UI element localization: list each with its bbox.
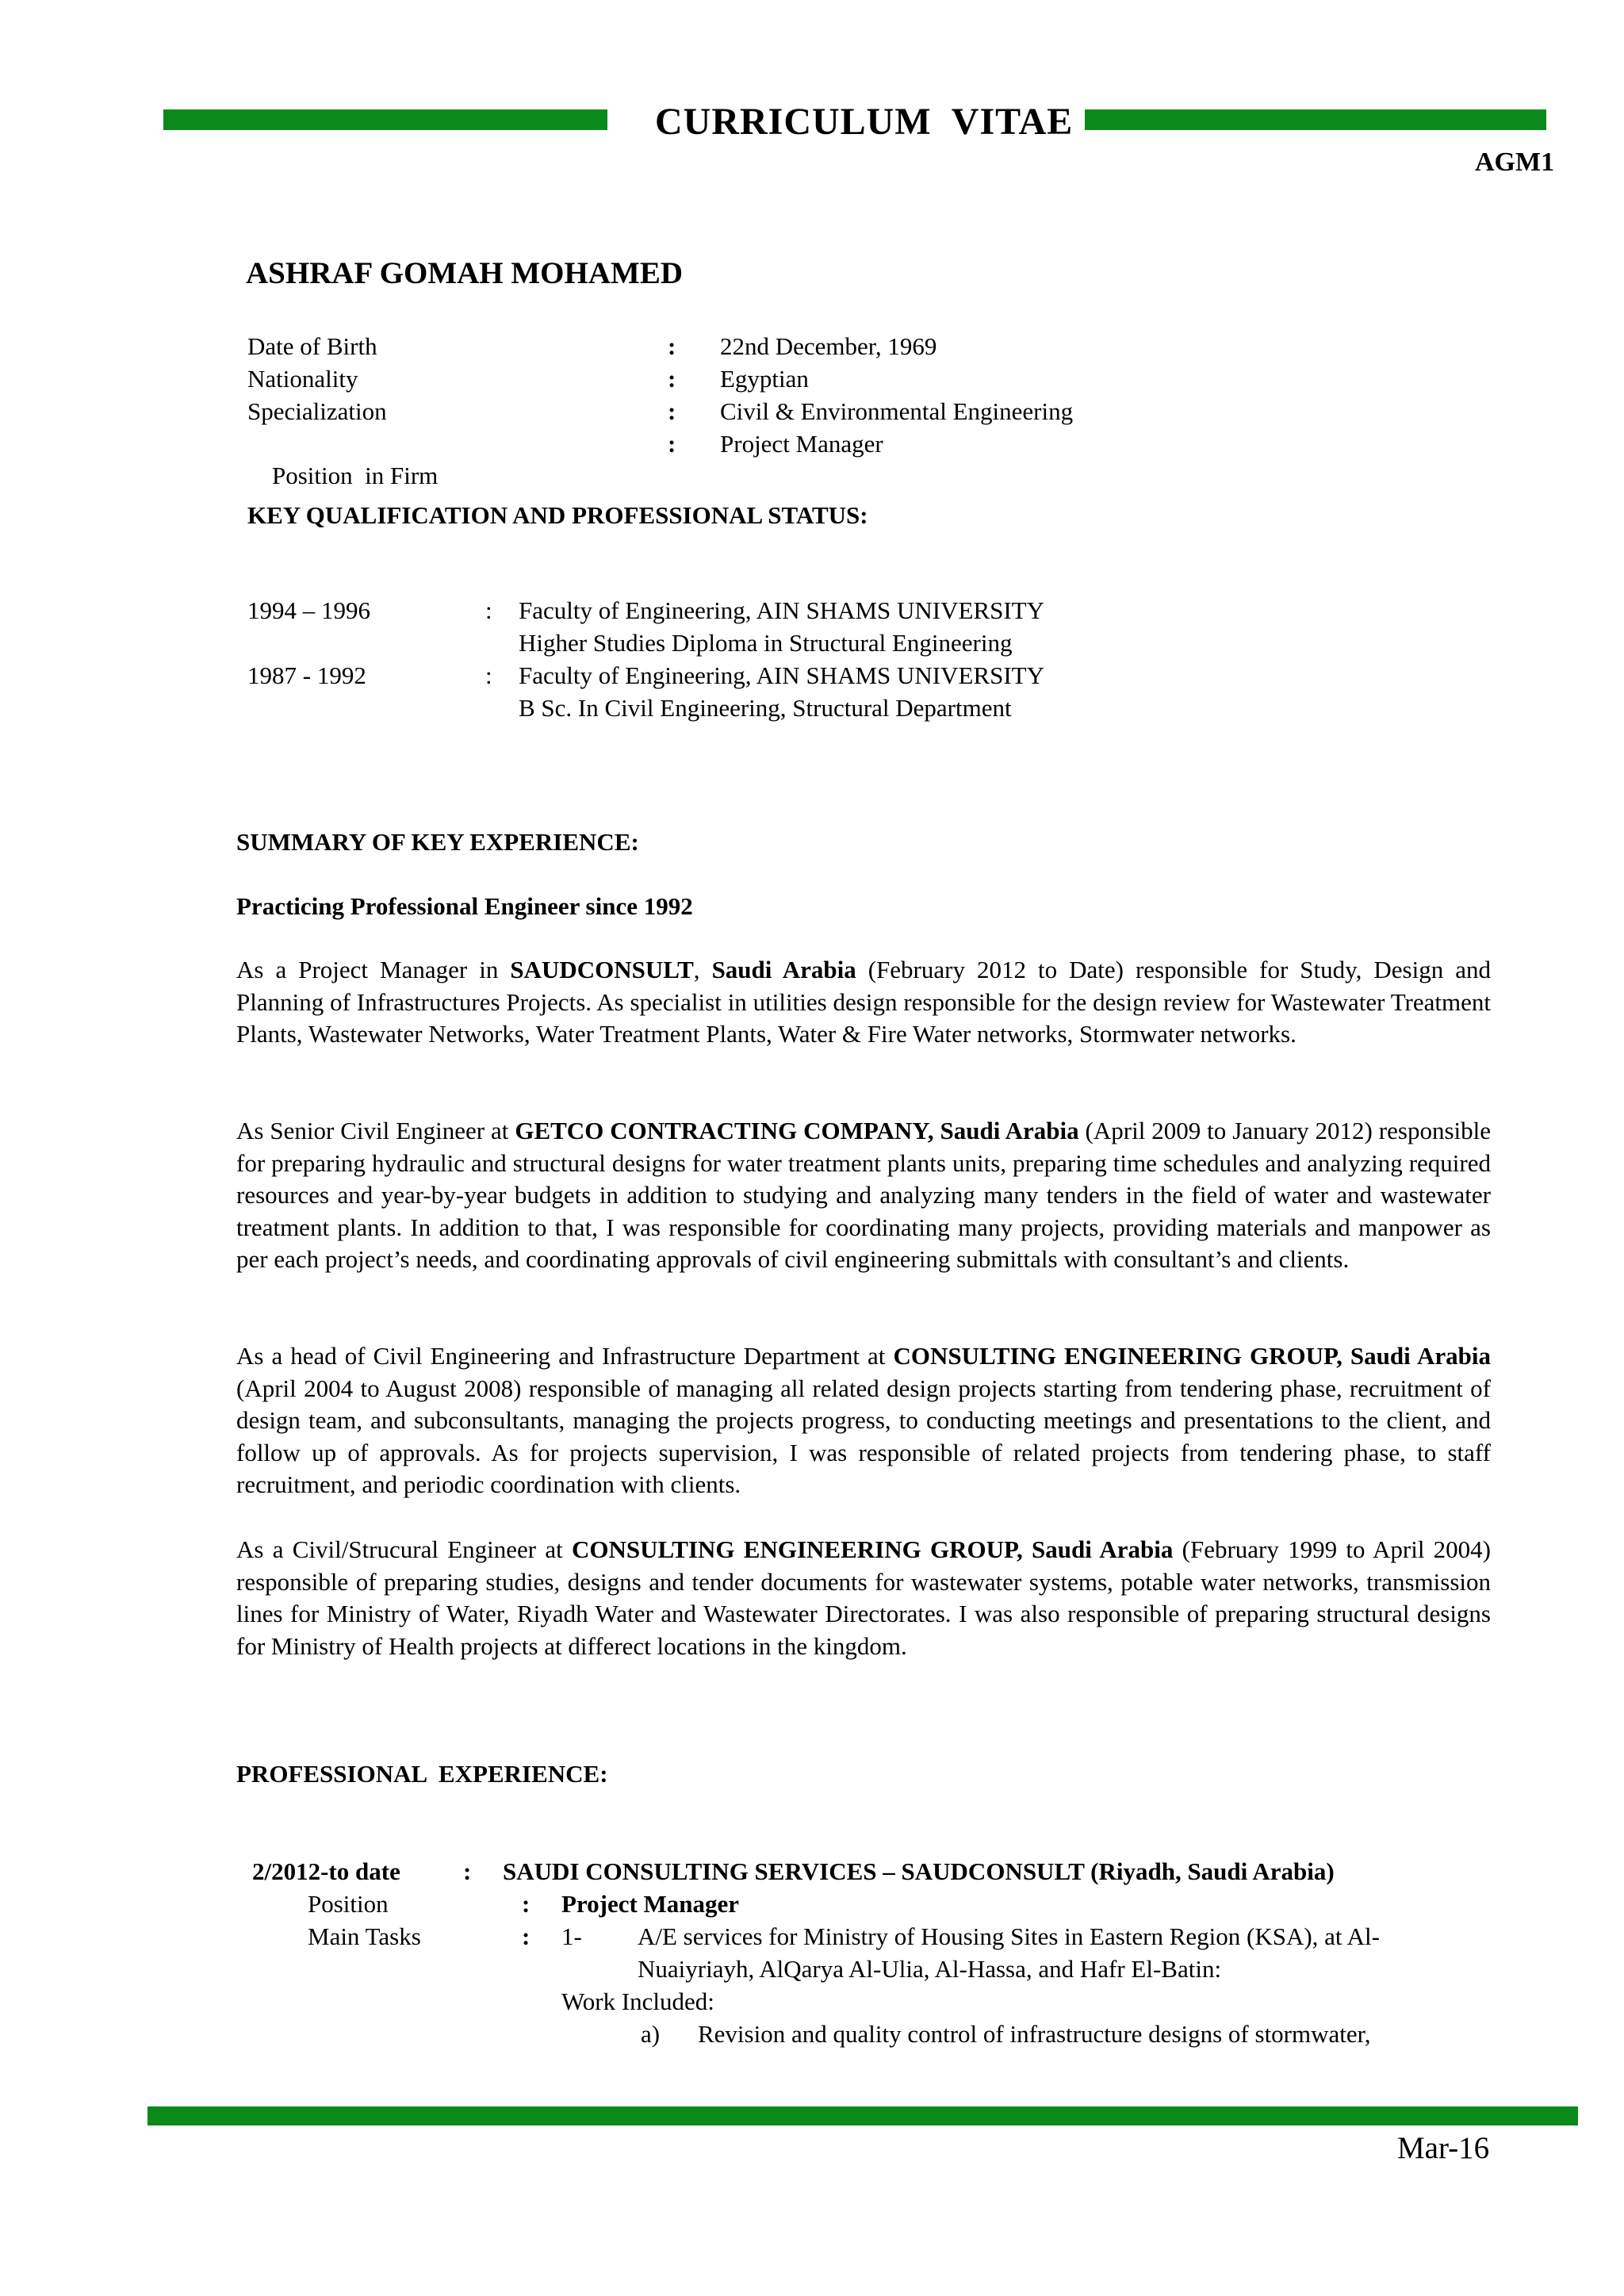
country-name: Saudi Arabia bbox=[711, 956, 856, 983]
qualification-line1: Faculty of Engineering, AIN SHAMS UNIVERSITY bbox=[519, 661, 1045, 689]
info-label: Date of Birth bbox=[247, 332, 377, 360]
info-row bbox=[247, 331, 377, 362]
person-name: ASHRAF GOMAH MOHAMED bbox=[246, 256, 684, 290]
qualification-sep: : bbox=[485, 661, 492, 689]
info-label: Position in Firm bbox=[272, 462, 439, 489]
summary-paragraph-4: As a Civil/Strucural Engineer at CONSULTING ENGINEERING GROUP, Saudi Arabia (February 1999 to April 2004) responsible of preparing studies, designs and tender documents for wastewater systems, potable water networks, transmission lines for Ministry of Water, Riyadh Water and Wastewater Directorates. I was also responsible of preparing structural designs for Ministry of Health projects at differect locations in the kingdom. bbox=[236, 1535, 1492, 1660]
info-value: Egyptian bbox=[720, 365, 809, 393]
header-bar-right bbox=[1085, 109, 1546, 130]
summary-subheading: Practicing Professional Engineer since 1992 bbox=[236, 892, 693, 920]
info-label: Nationality bbox=[247, 365, 358, 393]
document-code: AGM1 bbox=[1475, 148, 1555, 177]
qualification-line2: B Sc. In Civil Engineering, Structural Department bbox=[519, 694, 1012, 722]
experience-sep: : bbox=[463, 1857, 472, 1885]
qualification-sep: : bbox=[485, 596, 492, 624]
qualification-line2: Higher Studies Diploma in Structural Engineering bbox=[519, 629, 1013, 657]
subtask-label: a) bbox=[641, 2020, 661, 2048]
summary-paragraph-3: As a head of Civil Engineering and Infrastructure Department at CONSULTING ENGINEERING GROUP, Saudi Arabia (April 2004 to August 2008) responsible of managing all related design projects starting from tendering phase, recruitment of design team, and subconsultants, managing the projects progress, to conducting meetings and presentations to the client, and follow up of approvals. As for projects supervision, I was responsible of related projects from tendering phase, to staff recruitment, and periodic coordination with clients. bbox=[236, 1342, 1492, 1498]
info-label: Specialization bbox=[247, 397, 387, 425]
work-included: Work Included: bbox=[561, 1987, 714, 2015]
info-value: Civil & Environmental Engineering bbox=[720, 397, 1074, 425]
position-value: Project Manager bbox=[561, 1890, 740, 1918]
qualification-line1: Faculty of Engineering, AIN SHAMS UNIVERSITY bbox=[519, 596, 1045, 624]
company-name: CONSULTING ENGINEERING GROUP, Saudi Arabia bbox=[893, 1342, 1492, 1370]
info-sep: : bbox=[668, 397, 676, 425]
footer-bar bbox=[147, 2106, 1578, 2125]
subtask-text: Revision and quality control of infrastructure designs of stormwater, bbox=[698, 2020, 1371, 2048]
position-sep: : bbox=[522, 1890, 530, 1918]
tasks-sep: : bbox=[522, 1922, 530, 1950]
document-title: CURRICULUM VITAE bbox=[655, 101, 1074, 143]
info-row bbox=[247, 363, 358, 395]
experience-company: SAUDI CONSULTING SERVICES – SAUDCONSULT (Riyadh, Saudi Arabia) bbox=[503, 1857, 1335, 1885]
qualification-period: 1994 – 1996 bbox=[247, 596, 370, 624]
company-name: SAUDCONSULT bbox=[510, 956, 694, 983]
info-sep: : bbox=[668, 365, 676, 393]
info-value: 22nd December, 1969 bbox=[720, 332, 937, 360]
position-label: Position bbox=[308, 1890, 389, 1918]
info-sep: : bbox=[668, 332, 676, 360]
qualification-period: 1987 - 1992 bbox=[247, 661, 366, 689]
qualifications-heading: KEY QUALIFICATION AND PROFESSIONAL STATUS: bbox=[247, 501, 868, 529]
experience-heading: PROFESSIONAL EXPERIENCE: bbox=[236, 1760, 608, 1788]
company-name: CONSULTING ENGINEERING GROUP, Saudi Arabia bbox=[571, 1535, 1174, 1563]
company-name: GETCO CONTRACTING COMPANY, Saudi Arabia bbox=[515, 1117, 1079, 1144]
info-value: Project Manager bbox=[720, 430, 883, 458]
footer-date: Mar-16 bbox=[1397, 2131, 1490, 2165]
experience-period: 2/2012-to date bbox=[252, 1857, 400, 1885]
task-number: 1- bbox=[561, 1922, 582, 1950]
info-sep: : bbox=[668, 430, 676, 458]
task-line-2: Nuaiyriayh, AlQarya Al-Ulia, Al-Hassa, and Hafr El-Batin: bbox=[638, 1955, 1222, 1983]
tasks-label: Main Tasks bbox=[308, 1922, 421, 1950]
header-bar-left bbox=[163, 109, 607, 130]
info-row bbox=[247, 396, 387, 427]
summary-heading: SUMMARY OF KEY EXPERIENCE: bbox=[236, 828, 639, 856]
summary-paragraph-2: As Senior Civil Engineer at GETCO CONTRACTING COMPANY, Saudi Arabia (April 2009 to January 2012) responsible for preparing hydraulic and structural designs for water treatment plants units, preparing time schedules and analyzing required resources and year-by-year budgets in addition to studying and analyzing many tenders in the field of water and wastewater treatment plants. In addition to that, I was responsible for coordinating many projects, providing materials and manpower as per each project’s needs, and coordinating approvals of civil engineering submittals with consultant’s and clients. bbox=[236, 1117, 1492, 1273]
summary-paragraph-1: As a Project Manager in SAUDCONSULT, Saudi Arabia (February 2012 to Date) responsible for Study, Design and Planning of Infrastructures Projects. As specialist in utilities design responsible for the design review for Wastewater Treatment Plants, Wastewater Networks, Water Treatment Plants, Water & Fire Water networks, Stormwater networks. bbox=[236, 956, 1492, 1048]
task-line-1: A/E services for Ministry of Housing Sites in Eastern Region (KSA), at Al- bbox=[638, 1922, 1380, 1950]
